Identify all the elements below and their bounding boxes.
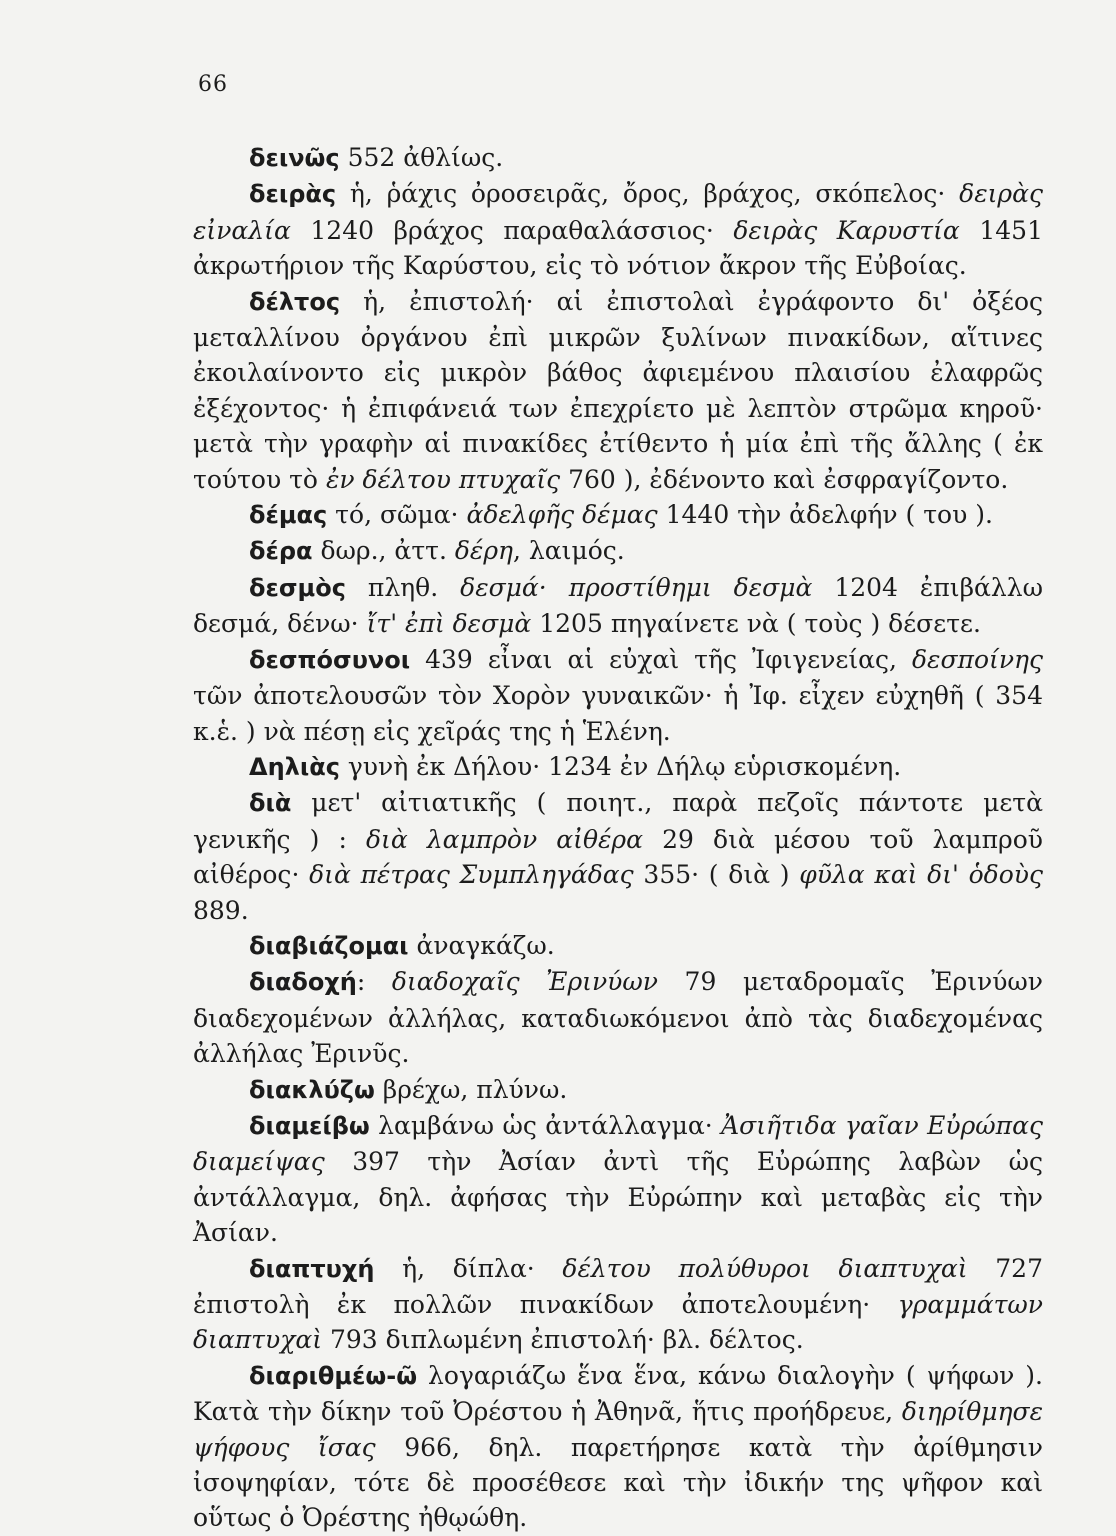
glossary-entry [193,1251,1043,1358]
entry-definition: 1440 τὴν ἀδελφήν ( του ). [657,500,993,530]
entry-headword: διαπτυχή [249,1254,375,1283]
glossary-entry [193,1358,1043,1536]
entry-headword: διακλύζω [249,1075,375,1104]
entry-headword: δειρὰς [249,180,337,209]
entry-definition: πληθ. [345,572,461,602]
entry-headword: δέλτος [249,287,341,316]
entry-citation: ἐν δέλτου πτυχαῖς [325,464,561,494]
entry-headword: διὰ [249,789,292,818]
entry-definition: 760 ), ἐδένοντο καὶ ἐσφραγίζοντο. [560,464,1009,494]
glossary-entry [193,642,1043,749]
entry-citation: Ἀσιῆτιδα γαῖαν Εὐρώπας διαμείψας [193,1110,1043,1177]
entry-definition: 439 εἶναι αἱ εὐχαὶ τῆς Ἰφιγενείας, [410,644,912,674]
entry-definition: 79 μεταδρομαῖς Ἐρινύων διαδεχομένων ἀλλήλας, καταδιωκόμενοι ἀπὸ τὰς διαδεχομένας ἀλλήλας Ἐρινῦς. [193,967,1043,1069]
entry-definition: ἀναγκάζω. [408,930,555,960]
entry-citation: δεσποίνης [912,644,1043,674]
entry-definition: , λαιμός. [513,536,625,566]
entry-headword: Δηλιὰς [249,752,340,781]
glossary-entry [193,1072,1043,1108]
entry-definition: 1205 πηγαίνετε νὰ ( τοὺς ) δέσετε. [531,609,981,639]
entry-citation: διὰ πέτρας Συμπληγάδας [309,860,634,890]
entry-definition: 397 τὴν Ἀσίαν ἀντὶ τῆς Εὐρώπης λαβὼν ὡς ἀντάλλαγμα, δηλ. ἀφήσας τὴν Εὐρώπην καὶ μεταβὰς εἰς τὴν Ἀσίαν. [193,1147,1043,1248]
entry-definition: ἡ, δίπλα· [374,1253,563,1283]
entry-headword: δεσμὸς [249,573,346,602]
glossary-entry [193,749,1043,785]
entry-citation: ἴτ' ἐπὶ δεσμὰ [366,609,532,639]
entry-definition: ἡ, ῥάχις ὀροσειρᾶς, ὄρος, βράχος, σκόπελος· [336,179,960,209]
entry-headword: δέρα [249,537,313,566]
entry-definition: τῶν ἀποτελουσῶν τὸν Χορὸν γυναικῶν· ἡ Ἰφ. εἶχεν εὐχηθῆ ( 354 κ.ἑ. ) νὰ πέσῃ εἰς χεῖράς της ἡ Ἑλένη. [193,681,1043,746]
entry-definition: γυνὴ ἐκ Δήλου· 1234 ἐν Δήλῳ εὑρισκομένη. [339,751,902,781]
entry-citation: διὰ λαμπρὸν αἰθέρα [365,824,644,854]
entry-headword: δεσπόσυνοι [249,645,411,674]
entry-definition: 29 διὰ μέσου τοῦ λαμπροῦ αἰθέρος· [193,824,1044,890]
entry-citation: ἀδελφῆς δέμας [466,500,658,530]
entry-citation: διηρίθμησε ψήφους ἴσας [193,1397,1043,1462]
entry-headword: διαριθμέω-ῶ [249,1361,418,1390]
glossary-entry [193,284,1043,497]
glossary-entry [193,140,1043,176]
entry-citation: δέρη [454,536,514,566]
glossary-entry [193,176,1043,283]
glossary-entry [193,570,1043,642]
entry-headword: δεινῶς [249,144,340,172]
entry-headword: διαμείβω [249,1111,370,1140]
entry-definition: : [356,967,392,997]
entry-definition: 355· ( διὰ ) [633,860,800,890]
entry-definition: 1451 ἀκρωτήριον τῆς Καρύστου, εἰς τὸ νότιον ἄκρον τῆς Εὐβοίας. [193,215,1043,281]
glossary-entry [193,785,1043,928]
entry-definition: μετ' αἰτιατικῆς ( ποιητ., παρὰ πεζοῖς πάντοτε μετὰ γενικῆς ) : [193,788,1043,854]
entry-citation: δέλτου πολύθυροι διαπτυχαὶ [562,1253,968,1283]
entry-definition: 966, δηλ. παρετήρησε κατὰ τὴν ἀρίθμησιν ἰσοψηφίαν, τότε δὲ προσέθεσε καὶ τὴν ἰδικήν της ψῆφον καὶ οὕτως ὁ Ὀρέστης ἠθῳώθη. [193,1432,1043,1533]
entry-citation: γραμμάτων διαπτυχαὶ [193,1290,1043,1355]
entry-definition: 1240 βράχος παραθαλάσσιος· [290,215,734,245]
glossary-entry [193,533,1043,569]
glossary-entry [193,964,1043,1071]
entry-headword: διαβιάζομαι [249,931,409,960]
entry-definition: 727 ἐπιστολὴ ἐκ πολλῶν πινακίδων ἀποτελουμένη· [193,1253,1043,1319]
entry-citation: διαδοχαῖς Ἐρινύων [391,967,658,997]
entry-definition: βρέχω, πλύνω. [374,1074,568,1104]
entry-definition: 793 διπλωμένη ἐπιστολή· βλ. δέλτος. [322,1325,804,1355]
entry-citation: δειρὰς Καρυστία [733,215,960,245]
page-number: 66 [198,72,228,97]
entry-citation: δεσμά· προστίθημι δεσμὰ [460,572,813,602]
entry-citation: φῦλα καὶ δι' ὁδοὺς [799,860,1043,890]
entry-citation: δειρὰς εἰναλία [193,179,1043,245]
entry-definition: τό, σῶμα· [327,500,467,530]
entry-definition: 889. [193,895,249,925]
entry-definition: ἡ, ἐπιστολή· αἱ ἐπιστολαὶ ἐγράφοντο δι' ὀξέος μεταλλίνου ὀργάνου ἐπὶ μικρῶν ξυλίνων πινακίδων, αἵτινες ἐκοιλαίνοντο εἰς μικρὸν βάθος ἀφιεμένου πλαισίου ἐλαφρῶς ἐξέχοντος· ἡ ἐπιφάνειά των ἐπεχρίετο μὲ λεπτὸν στρῶμα κηροῦ· μετὰ τὴν γραφὴν αἱ πινακίδες ἐτίθεντο ἡ μία ἐπὶ τῆς ἄλλης ( ἐκ τούτου τὸ [193,286,1043,494]
glossary-entry [193,497,1043,533]
entry-headword: διαδοχή [249,968,357,997]
entry-definition: λογαριάζω ἕνα ἕνα, κάνω διαλογὴν ( ψήφων ). Κατὰ τὴν δίκην τοῦ Ὀρέστου ἡ Ἀθηνᾶ, ἥτις προήδρευε, [193,1360,1043,1427]
entry-headword: δέμας [249,501,328,530]
entry-definition: 552 ἀθλίως. [339,143,504,172]
entry-definition: λαμβάνω ὡς ἀντάλλαγμα· [369,1110,722,1140]
glossary-entry [193,928,1043,964]
glossary-body [193,140,1043,1536]
entry-definition: δωρ., ἀττ. [312,536,455,566]
entry-definition: 1204 ἐπιβάλλω δεσμά, δένω· [193,572,1043,639]
glossary-entry [193,1108,1043,1251]
